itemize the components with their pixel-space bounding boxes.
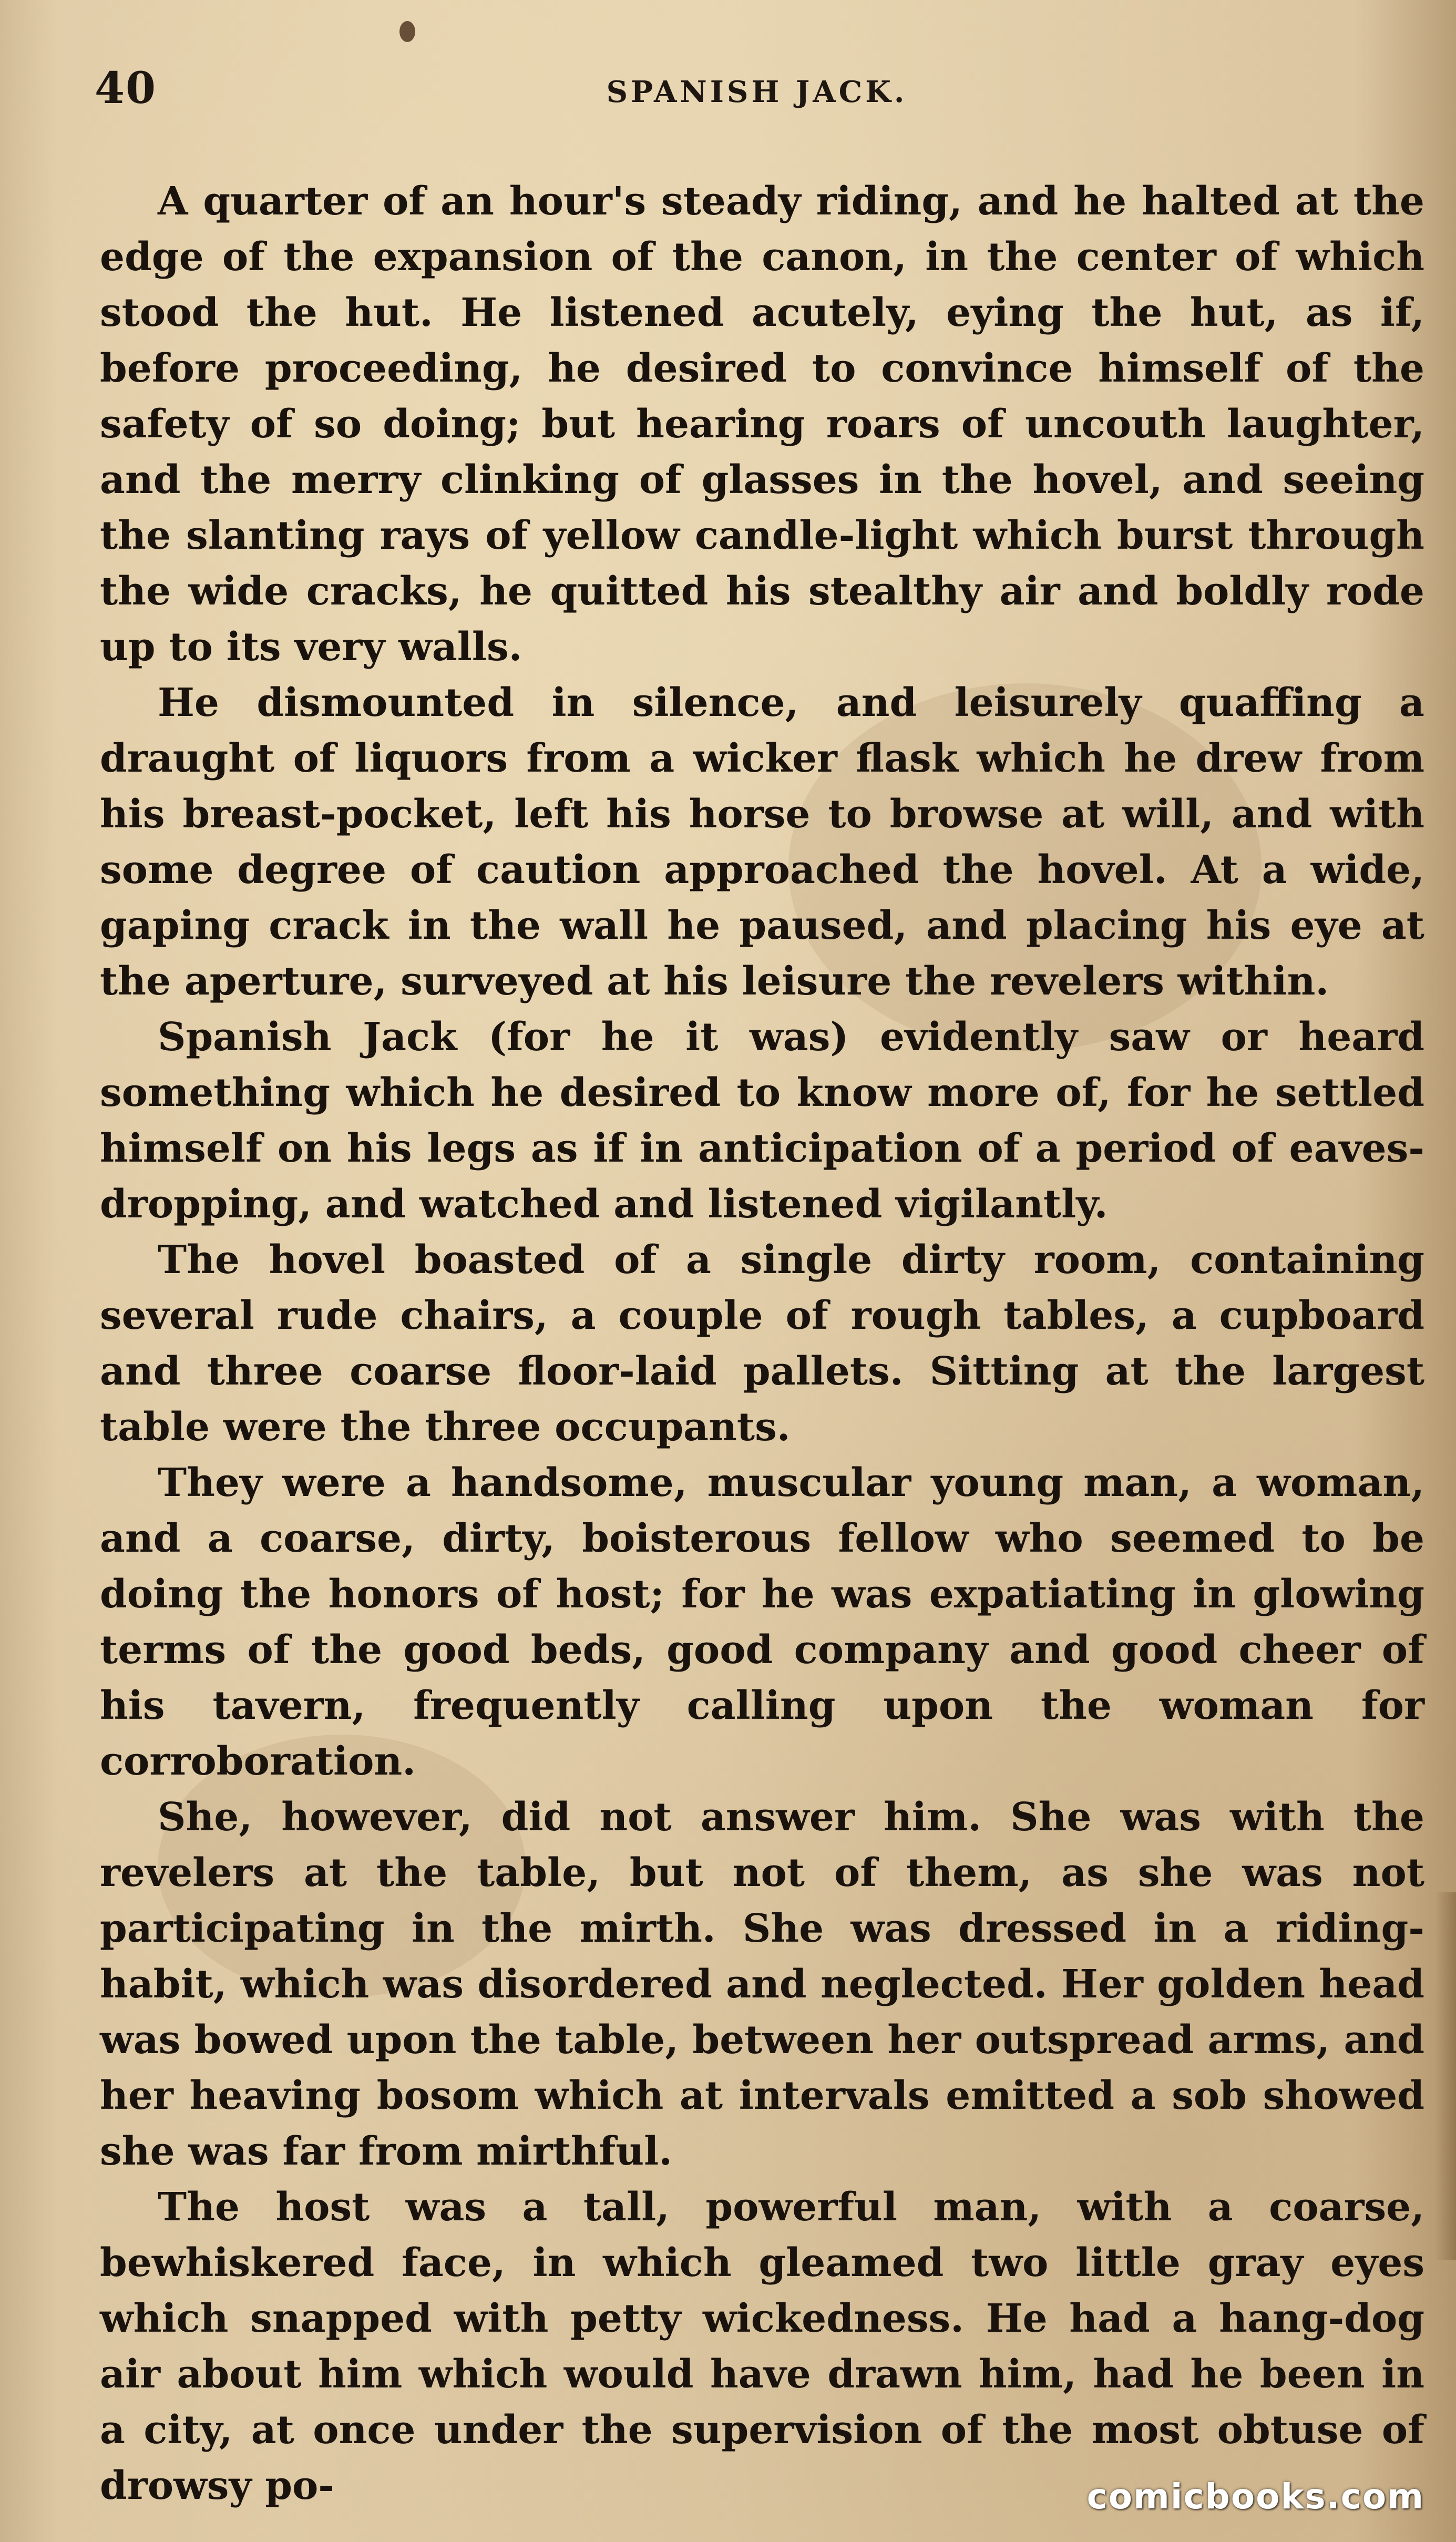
page-header xyxy=(95,63,1419,121)
torn-edge xyxy=(1435,1892,1456,2260)
paragraph: He dismounted in silence, and leisurely quaffing a draught of liquors from a wicker flask which he drew from his breast-pocket, left his horse to browse at will, and with some degree of caution approached the hovel. At a wide, gaping crack in the wall he paused, and placing his eye at the aperture, surveyed at his leisure the revelers within. xyxy=(100,680,1424,1004)
paragraph: The host was a tall, powerful man, with a coarse, bewhiskered face, in which gleamed two little gray eyes which snapped with petty wickedness. He had a hang-dog air about him which would have drawn him, had he been in a city, at once under the supervision of the most obtuse of drowsy po- xyxy=(100,2185,1424,2508)
body-text xyxy=(100,173,1424,2514)
running-title: SPANISH JACK. xyxy=(606,75,908,109)
paper-stain xyxy=(399,21,415,42)
paragraph: They were a handsome, muscular young man, a woman, and a coarse, dirty, boisterous fellow who seemed to be doing the honors of host; for he was expatiating in glowing terms of the good beds, good company and good cheer of his tavern, frequently calling upon the woman for corroboration. xyxy=(100,1460,1424,1784)
paragraph: Spanish Jack (for he it was) evidently saw or heard something which he desired to know more of, for he settled himself on his legs as if in anticipation of a period of eaves-dropping, and watched and listened vigilantly. xyxy=(100,1014,1424,1227)
paragraph: A quarter of an hour's steady riding, and he halted at the edge of the expansion of the canon, in the center of which stood the hut. He listened acutely, eying the hut, as if, before proceeding, he desired to convince himself of the safety of so doing; but hearing roars of uncouth laughter, and the merry clinking of glasses in the hovel, and seeing the slanting rays of yellow candle-light which burst through the wide cracks, he quitted his stealthy air and boldly rode up to its very walls. xyxy=(100,179,1424,670)
watermark: comicbooks.com xyxy=(1086,2476,1424,2517)
paragraph: She, however, did not answer him. She was with the revelers at the table, but not of them, as she was not participating in the mirth. She was dressed in a riding-habit, which was disordered and neglected. Her golden head was bowed upon the table, between her outspread arms, and her heaving bosom which at intervals emitted a sob showed she was far from mirthful. xyxy=(100,1795,1424,2174)
page-number: 40 xyxy=(95,63,157,114)
paragraph: The hovel boasted of a single dirty room, containing several rude chairs, a couple of rough tables, a cupboard and three coarse floor-laid pallets. Sitting at the largest table were the three occupants. xyxy=(100,1237,1424,1450)
